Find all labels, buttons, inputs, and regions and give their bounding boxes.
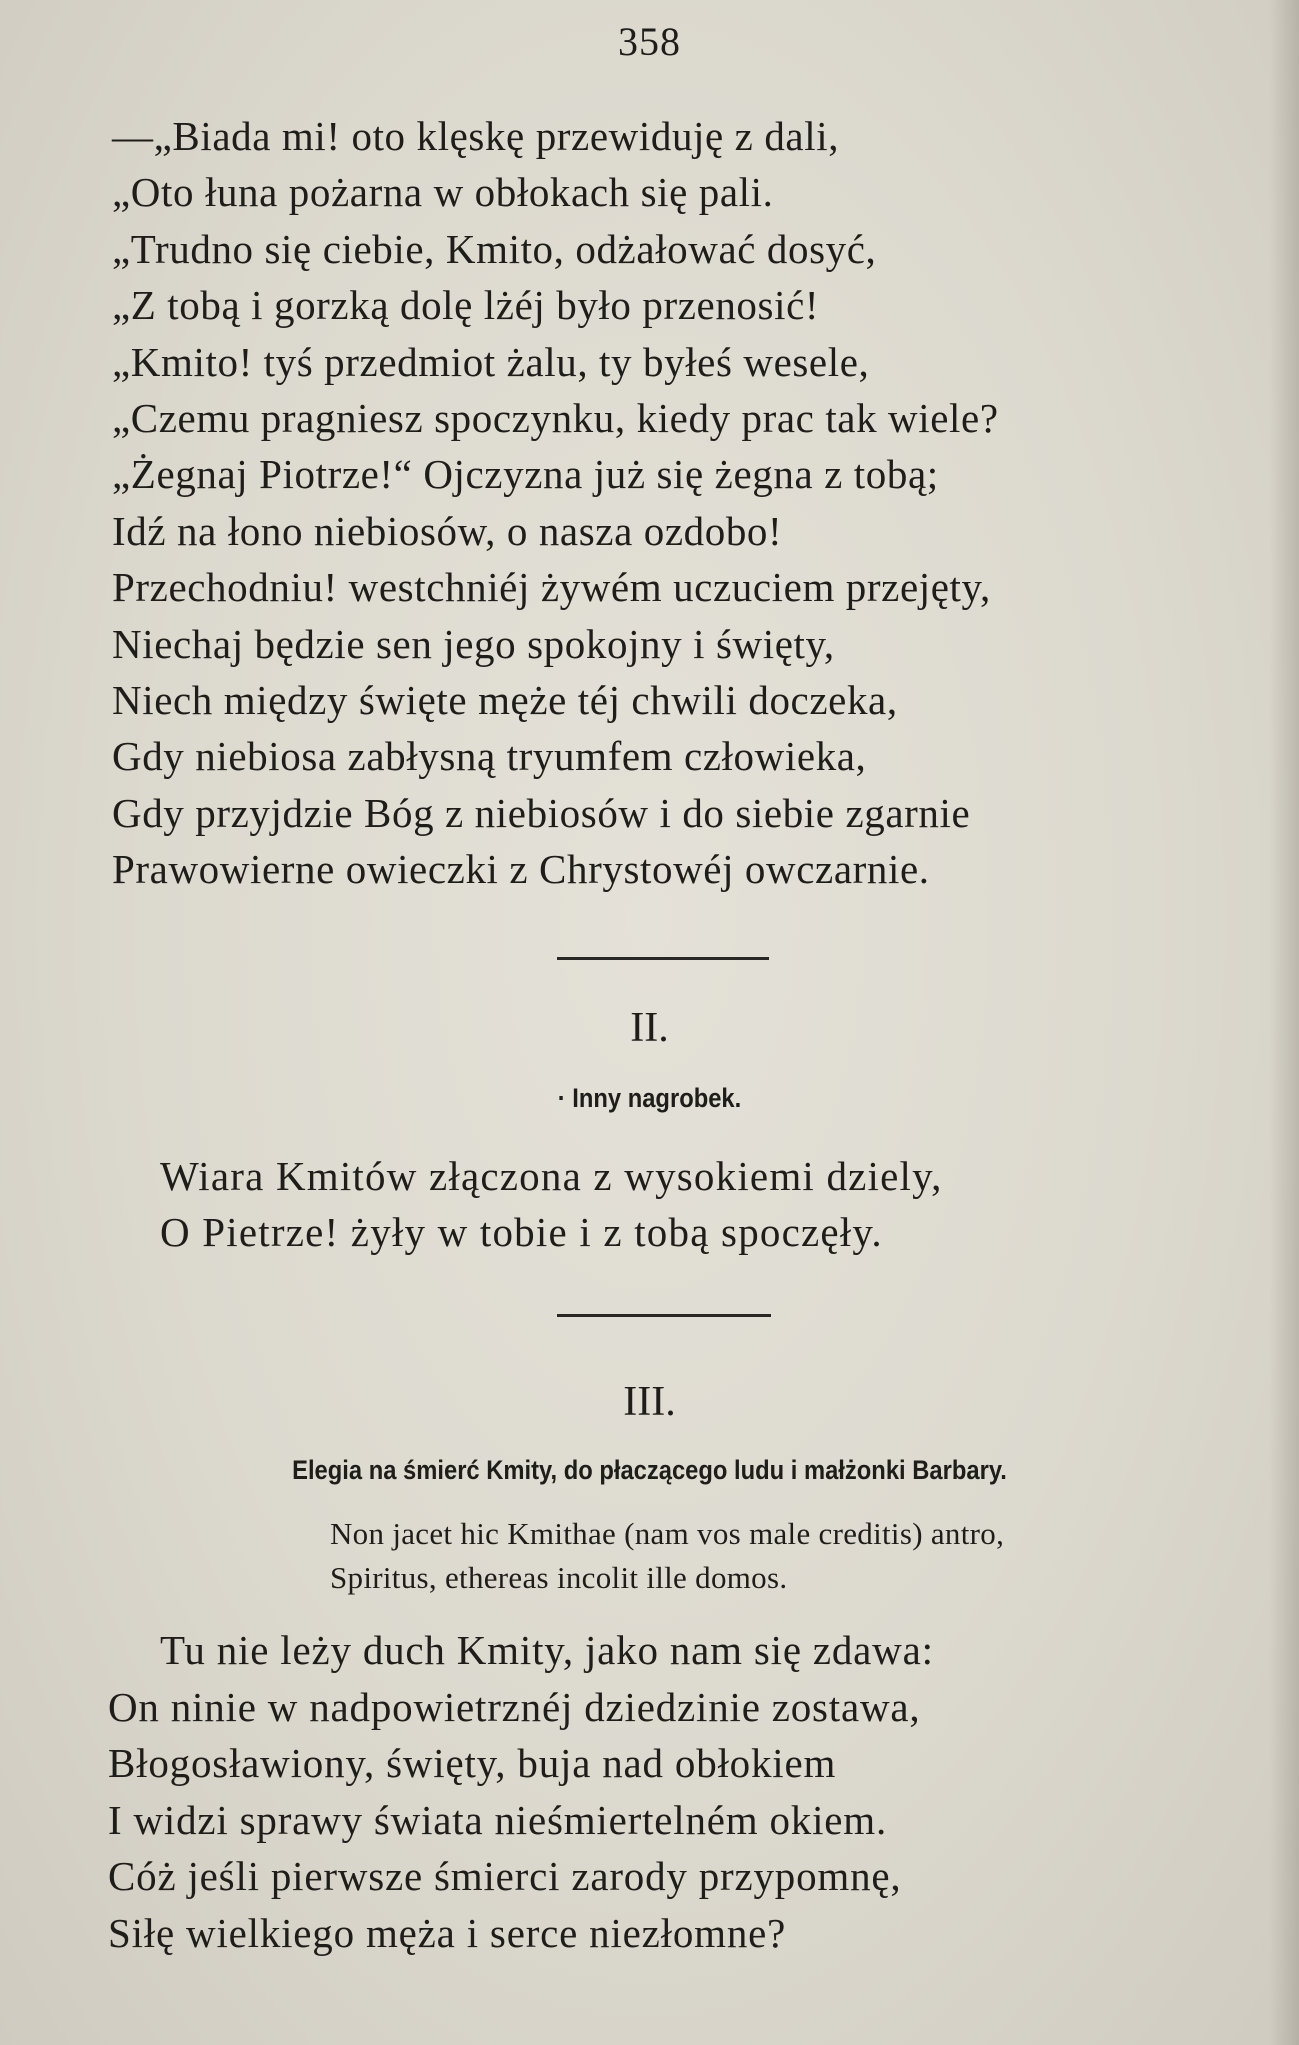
latin-epigraph: [330, 1512, 1004, 1600]
poem-stanza: [0, 1148, 1299, 1260]
section-number: II.: [630, 1005, 669, 1051]
page-number: 358: [618, 19, 681, 64]
verse-line: O Pietrze! żyły w tobie i z tobą spoczęły.: [160, 1209, 883, 1255]
section-divider: [557, 1314, 771, 1317]
verse-line: Cóż jeśli pierwsze śmierci zarody przypomnę,: [108, 1853, 902, 1900]
verse-line: „Czemu pragniesz spoczynku, kiedy prac tak wiele?: [112, 394, 999, 441]
poem-stanza: [0, 108, 1299, 897]
verse-line: Wiara Kmitów złączona z wysokiemi dziely,: [160, 1153, 943, 1199]
verse-line: Niech między święte męże téj chwili doczeka,: [112, 676, 898, 723]
poem-stanza: [0, 1622, 1299, 1962]
epigraph-line: Non jacet hic Kmithae (nam vos male creditis) antro,: [330, 1516, 1005, 1551]
verse-line: „Oto łuna pożarna w obłokach się pali.: [112, 169, 774, 216]
verse-line: „Żegnaj Piotrze!“ Ojczyzna już się żegna z tobą;: [112, 451, 939, 498]
verse-line: I widzi sprawy świata nieśmiertelném okiem.: [108, 1796, 888, 1843]
verse-line: Prawowierne owieczki z Chrystowéj owczarnie.: [112, 846, 930, 893]
verse-line: Tu nie leży duch Kmity, jako nam się zdawa:: [160, 1627, 934, 1673]
verse-line: „Kmito! tyś przedmiot żalu, ty byłeś wesele,: [112, 338, 870, 385]
verse-line: Gdy niebiosa zabłysną tryumfem człowieka,: [112, 733, 867, 780]
verse-line: On ninie w nadpowietrznéj dziedzinie zostawa,: [108, 1683, 921, 1730]
verse-line: Błogosławiony, święty, buja nad obłokiem: [108, 1740, 837, 1787]
section-divider: [557, 957, 769, 960]
epigraph-line: Spiritus, ethereas incolit ille domos.: [330, 1560, 788, 1595]
verse-line: „Trudno się ciebie, Kmito, odżałować dosyć,: [112, 225, 877, 272]
verse-line: Niechaj będzie sen jego spokojny i święty,: [112, 620, 835, 667]
verse-line: —„Biada mi! oto klęskę przewiduję z dali,: [112, 113, 840, 159]
verse-line: Idź na łono niebiosów, o nasza ozdobo!: [112, 507, 783, 554]
section-title: · Inny nagrobek.: [557, 1083, 742, 1113]
verse-line: Przechodniu! westchniéj żywém uczuciem przejęty,: [112, 564, 991, 611]
section-number: III.: [623, 1379, 676, 1425]
verse-line: „Z tobą i gorzką dolę lżéj było przenosić!: [112, 282, 820, 329]
section-title: Elegia na śmierć Kmity, do płaczącego ludu i małżonki Barbary.: [292, 1455, 1007, 1485]
verse-line: Gdy przyjdzie Bóg z niebiosów i do siebie zgarnie: [112, 789, 971, 836]
verse-line: Siłę wielkiego męża i serce niezłomne?: [108, 1909, 787, 1956]
